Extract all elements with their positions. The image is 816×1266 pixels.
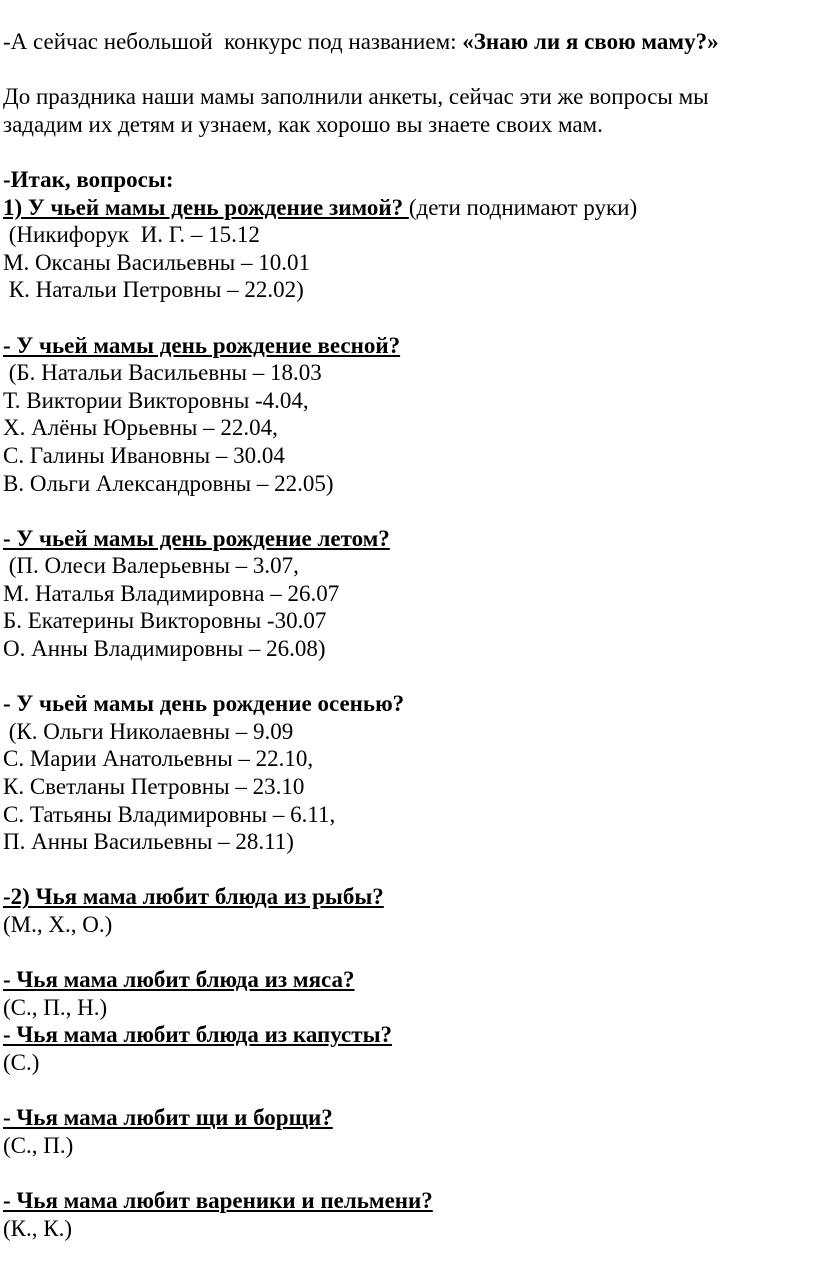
- answer-line: М. Оксаны Васильевны – 10.01: [3, 249, 310, 275]
- cabbage-answer: (С.): [3, 1049, 40, 1075]
- answer-line: (Никифорук И. Г. – 15.12: [3, 222, 260, 248]
- answer-line: К. Светланы Петровны – 23.10: [3, 774, 305, 800]
- intro-text-line-2: зададим их детям и узнаем, как хорошо вы знаете своих мам.: [3, 111, 603, 137]
- soup-question: - Чья мама любит щи и борщи?: [3, 1105, 333, 1131]
- winter-question-line: [3, 194, 816, 222]
- blank-line: [3, 1077, 816, 1105]
- cabbage-question: - Чья мама любит блюда из капусты?: [3, 1022, 393, 1048]
- meat-question: - Чья мама любит блюда из мяса?: [3, 967, 355, 993]
- answer-line: Т. Виктории Викторовны -4.04,: [3, 387, 309, 413]
- answer-line: П. Анны Васильевны – 28.11): [3, 829, 294, 855]
- fish-answer: (М., Х., О.): [3, 912, 113, 937]
- soup-answer: (С., П.): [3, 1132, 74, 1158]
- spring-question: - У чьей мамы день рождение весной?: [3, 332, 401, 358]
- winter-question: 1) У чьей мамы день рождение зимой?: [3, 194, 409, 220]
- blank-line: [3, 1159, 816, 1187]
- answer-line: В. Ольги Александровны – 22.05): [3, 470, 334, 496]
- questions-heading: -Итак, вопросы:: [3, 166, 174, 192]
- answer-line: Х. Алёны Юрьевны – 22.04,: [3, 415, 278, 441]
- blank-line: [3, 663, 816, 691]
- answer-line: С. Марии Анатольевны – 22.10,: [3, 746, 314, 772]
- answer-line: С. Галины Ивановны – 30.04: [3, 442, 285, 468]
- intro-line: [3, 28, 816, 56]
- answer-line: (Б. Натальи Васильевны – 18.03: [3, 360, 322, 386]
- blank-line: [3, 497, 816, 525]
- contest-title: «Знаю ли я свою маму?»: [462, 29, 719, 54]
- winter-note: (дети поднимают руки): [408, 194, 638, 220]
- blank-line: [3, 856, 816, 884]
- autumn-question: - У чьей мамы день рождение осенью?: [3, 691, 405, 717]
- dumplings-question: - Чья мама любит вареники и пельмени?: [3, 1187, 433, 1213]
- answer-line: К. Натальи Петровны – 22.02): [3, 277, 304, 303]
- answer-line: (К. Ольги Николаевны – 9.09: [3, 718, 294, 744]
- blank-line: [3, 939, 816, 967]
- answer-line: С. Татьяны Владимировны – 6.11,: [3, 801, 336, 827]
- intro-prefix: -А сейчас небольшой конкурс под названием:: [3, 29, 463, 54]
- blank-line: [3, 304, 816, 332]
- blank-line: [3, 138, 816, 166]
- answer-line: О. Анны Владимировны – 26.08): [3, 636, 326, 662]
- dumplings-answer: (К., К.): [3, 1215, 72, 1241]
- summer-question: - У чьей мамы день рождение летом?: [3, 525, 390, 551]
- answer-line: М. Наталья Владимировна – 26.07: [3, 580, 340, 606]
- intro-text-line-1: До праздника наши мамы заполнили анкеты, сейчас эти же вопросы мы: [3, 84, 709, 110]
- answer-line: (П. Олеси Валерьевны – 3.07,: [3, 553, 299, 579]
- blank-line: [3, 56, 816, 84]
- fish-question: -2) Чья мама любит блюда из рыбы?: [3, 884, 384, 910]
- answer-line: Б. Екатерины Викторовны -30.07: [3, 608, 327, 634]
- meat-answer: (С., П., Н.): [3, 994, 108, 1020]
